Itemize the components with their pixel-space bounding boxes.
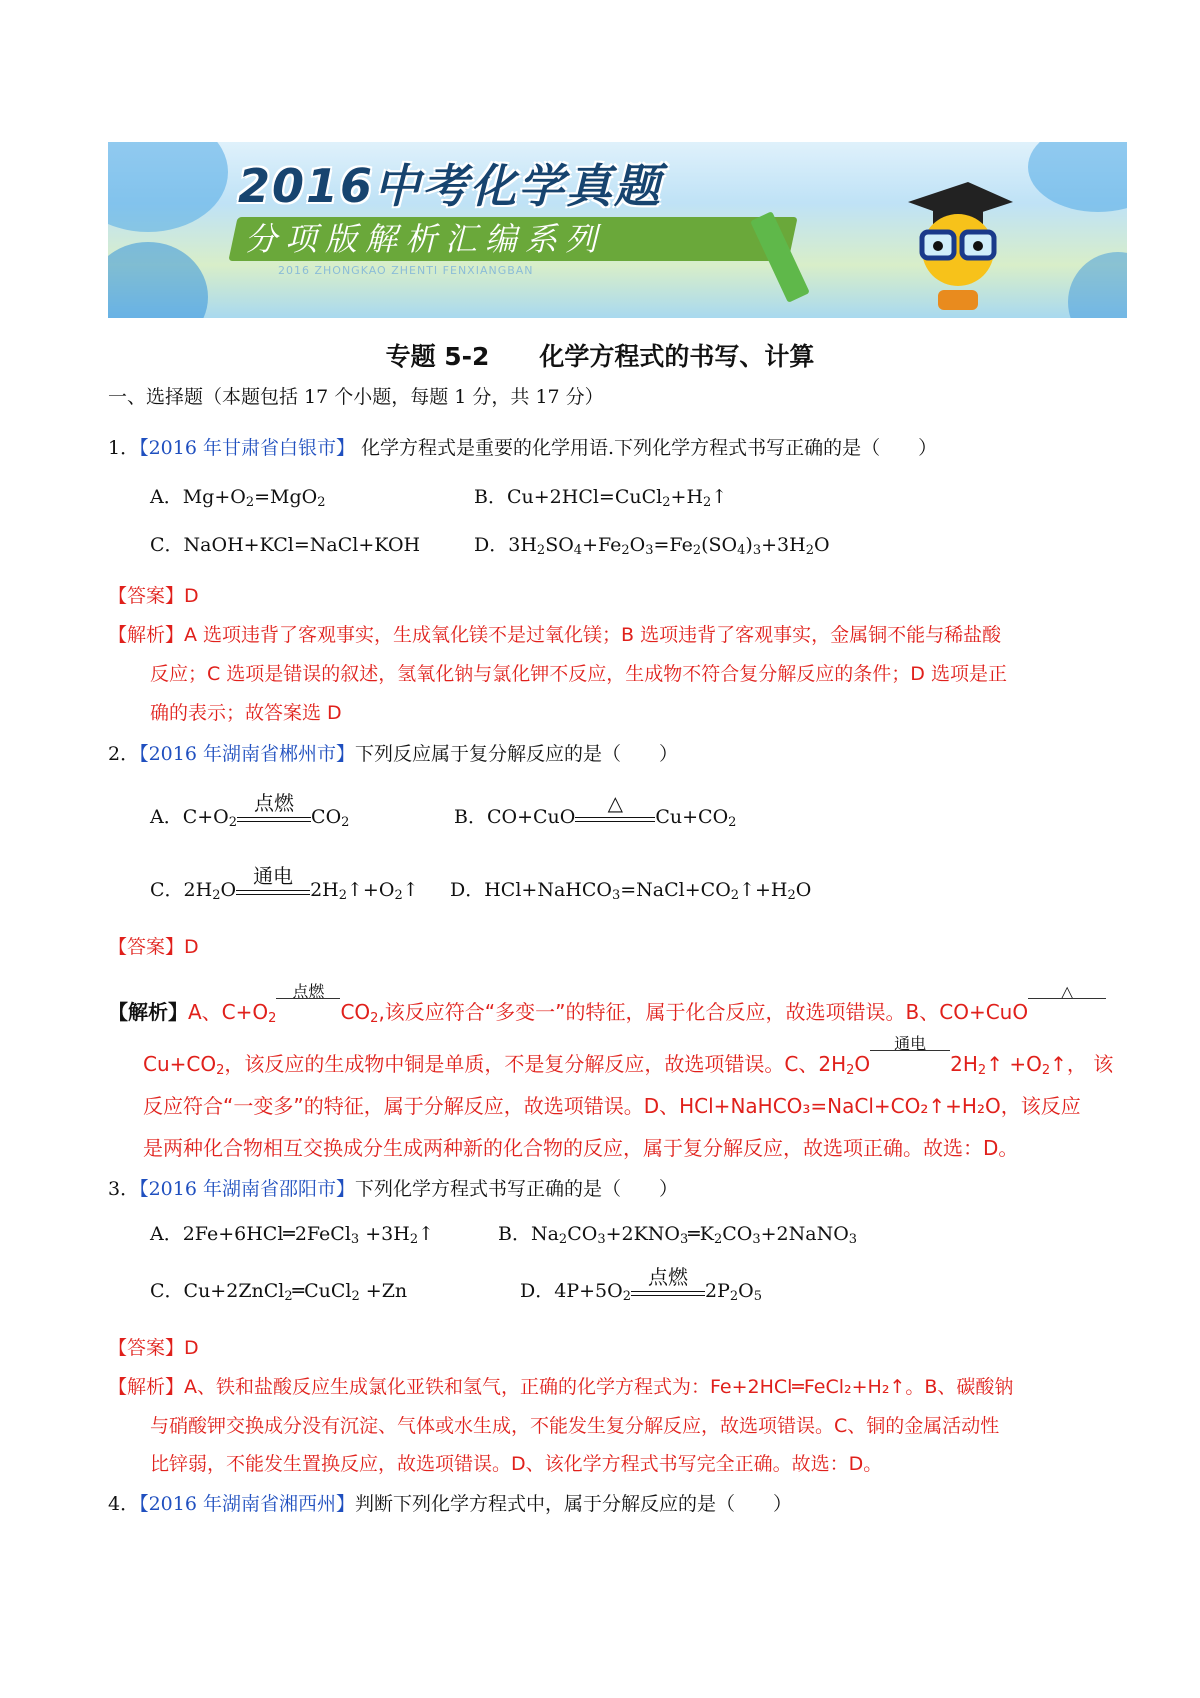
banner-title: 2016中考化学真题: [238, 159, 663, 213]
reaction-condition: 通电: [253, 864, 294, 888]
option-2d: D．$HCl+NaHCO_3=NaCl+CO_2↑+H_2O$: [450, 879, 812, 903]
analysis-2-line1: 【解析】A、$C+O_2$ 点燃 $CO_2$,该反应符合“多变一”的特征，属于化合反应，故选项错误。B、CO+CuO △: [108, 1000, 1106, 1024]
analysis-label: 【解析】: [108, 1000, 188, 1024]
reaction-arrow: [276, 982, 340, 1024]
question-source: 【2016 年甘肃省白银市】: [139, 437, 355, 459]
analysis-1-line2: 反应；C 选项是错误的叙述，氢氧化钠与氯化钾不反应，生成物不符合复分解反应的条件；D 选项是正: [150, 663, 1007, 685]
reaction-condition: 通电: [894, 1034, 927, 1053]
option-1a: A．$Mg+O_2=MgO_2$: [150, 486, 326, 510]
question-3: [108, 1177, 678, 1201]
graduate-mascot-icon: [898, 172, 1018, 312]
option-3a: A．2Fe+6HCl═2FeCl$_3$ $+3H_2↑$: [150, 1223, 435, 1247]
option-3d: D．$4P+5O_2$ 点燃 $2P_2O_5$: [520, 1265, 762, 1304]
reaction-arrow: [236, 864, 310, 902]
reaction-arrow: [1028, 982, 1106, 1024]
option-1d: D．$3H_2SO_4+Fe_2O_3=Fe_2(SO_4)_3+3H_2O$: [474, 534, 830, 558]
question-stem: 下列反应属于复分解反应的是（ ）: [355, 743, 679, 765]
reaction-condition: △: [607, 791, 624, 815]
header-banner: [108, 142, 1127, 318]
banner-subtitle-strip: [228, 217, 797, 261]
reaction-condition: 点燃: [292, 982, 325, 1001]
analysis-text: ↑ +O: [986, 1052, 1042, 1076]
analysis-text: ，该反应的生成物中铜是单质，不是复分解反应，故选项错误。C、2H: [224, 1052, 847, 1076]
analysis-1-line3: 确的表示；故答案选 D: [150, 702, 342, 724]
analysis-text: A、铁和盐酸反应生成氯化亚铁和氢气，正确的化学方程式为：Fe+2HCl═FeCl₂+H₂↑。B、碳酸钠: [184, 1376, 1014, 1398]
reaction-arrow: [870, 1034, 950, 1076]
question-stem: 下列化学方程式书写正确的是（ ）: [355, 1178, 679, 1200]
option-3c: C．Cu+2ZnCl$_2$═CuCl$_2$ +Zn: [150, 1280, 408, 1304]
answer-3: [108, 1336, 199, 1360]
analysis-3-line3: 比锌弱，不能发生置换反应，故选项错误。D、该化学方程式书写完全正确。故选：D。: [150, 1453, 883, 1475]
question-1: [108, 436, 937, 460]
question-stem: 化学方程式是重要的化学用语.下列化学方程式书写正确的是（ ）: [355, 437, 938, 459]
reaction-arrow: [631, 1265, 705, 1303]
question-source: 【2016 年湖南省邵阳市】: [139, 1178, 355, 1200]
question-number: 2．: [108, 743, 140, 765]
answer-2: [108, 935, 199, 959]
analysis-3-line1: [108, 1375, 1013, 1399]
answer-value: D: [184, 1337, 199, 1359]
analysis-2-line3: 反应符合“一变多”的特征，属于分解反应，故选项错误。D、HCl+NaHCO₃=NaCl+CO₂↑+H₂O，该反应: [143, 1094, 1081, 1118]
answer-value: D: [184, 585, 199, 607]
answer-1: [108, 584, 199, 608]
analysis-text: CO: [340, 1000, 371, 1024]
question-number: 1．: [108, 437, 140, 459]
analysis-3-line2: 与硝酸钾交换成分没有沉淀、气体或水生成，不能发生复分解反应，故选项错误。C、铜的金属活动性: [150, 1415, 1000, 1437]
analysis-text: ↑， 该: [1050, 1052, 1114, 1076]
question-4: [108, 1492, 792, 1516]
reaction-arrow: [575, 791, 655, 829]
option-1b: B．$Cu+2HCl=CuCl_2+H_2↑$: [474, 486, 728, 510]
answer-label: 【答案】: [108, 585, 185, 607]
section-heading: 一、选择题（本题包括 17 个小题，每题 1 分，共 17 分）: [108, 386, 604, 408]
reaction-arrow: [237, 791, 311, 829]
reaction-condition: 点燃: [254, 791, 295, 815]
analysis-text: O: [854, 1052, 871, 1076]
analysis-label: 【解析】: [108, 624, 185, 646]
question-source: 【2016 年湖南省湘西州】: [139, 1493, 355, 1515]
answer-label: 【答案】: [108, 936, 185, 958]
option-3b: B．$Na_2CO_3+2KNO_3═K_2CO_3+2NaNO_3$: [498, 1223, 858, 1247]
analysis-text: ,该反应符合“多变一”的特征，属于化合反应，故选项错误。B、CO+CuO: [378, 1000, 1029, 1024]
option-2c: C．$2H_2O$ 通电 $2H_2↑+O_2↑$: [150, 864, 419, 903]
page-title: 专题 5-2 化学方程式的书写、计算: [385, 342, 815, 371]
reaction-condition: △: [1060, 982, 1074, 1001]
analysis-text: Cu+CO: [143, 1052, 217, 1076]
analysis-text: A 选项违背了客观事实，生成氧化镁不是过氧化镁；B 选项违背了客观事实，金属铜不能与稀盐酸: [184, 624, 1002, 646]
question-source: 【2016 年湖南省郴州市】: [139, 743, 355, 765]
analysis-label: 【解析】: [108, 1376, 185, 1398]
question-number: 3．: [108, 1178, 140, 1200]
banner-subtitle: 分项版解析汇编系列: [245, 220, 606, 258]
analysis-text: A、C+O: [188, 1000, 269, 1024]
reaction-condition: 点燃: [647, 1265, 688, 1289]
analysis-2-line4: 是两种化合物相互交换成分生成两种新的化合物的反应，属于复分解反应，故选项正确。故选：D。: [143, 1136, 1019, 1160]
option-2b: B．CO+CuO △ $Cu+CO_2$: [454, 791, 737, 830]
answer-label: 【答案】: [108, 1337, 185, 1359]
option-2a: A．$C+O_2$ 点燃 $CO_2$: [150, 791, 350, 830]
question-stem: 判断下列化学方程式中，属于分解反应的是（ ）: [355, 1493, 793, 1515]
analysis-1-line1: [108, 623, 1001, 647]
question-number: 4．: [108, 1493, 140, 1515]
analysis-text: 2H: [950, 1052, 978, 1076]
option-1c: C．NaOH+KCl=NaCl+KOH: [150, 534, 421, 556]
question-2: [108, 742, 678, 766]
analysis-2-line2: $Cu+CO_2$，该反应的生成物中铜是单质，不是复分解反应，故选项错误。C、$2H_2O$ 通电 $2H_2↑$ $+O_2↑$， 该: [143, 1034, 1114, 1078]
answer-value: D: [184, 936, 199, 958]
banner-small-text: 2016 ZHONGKAO ZHENTI FENXIANGBAN: [278, 264, 534, 277]
